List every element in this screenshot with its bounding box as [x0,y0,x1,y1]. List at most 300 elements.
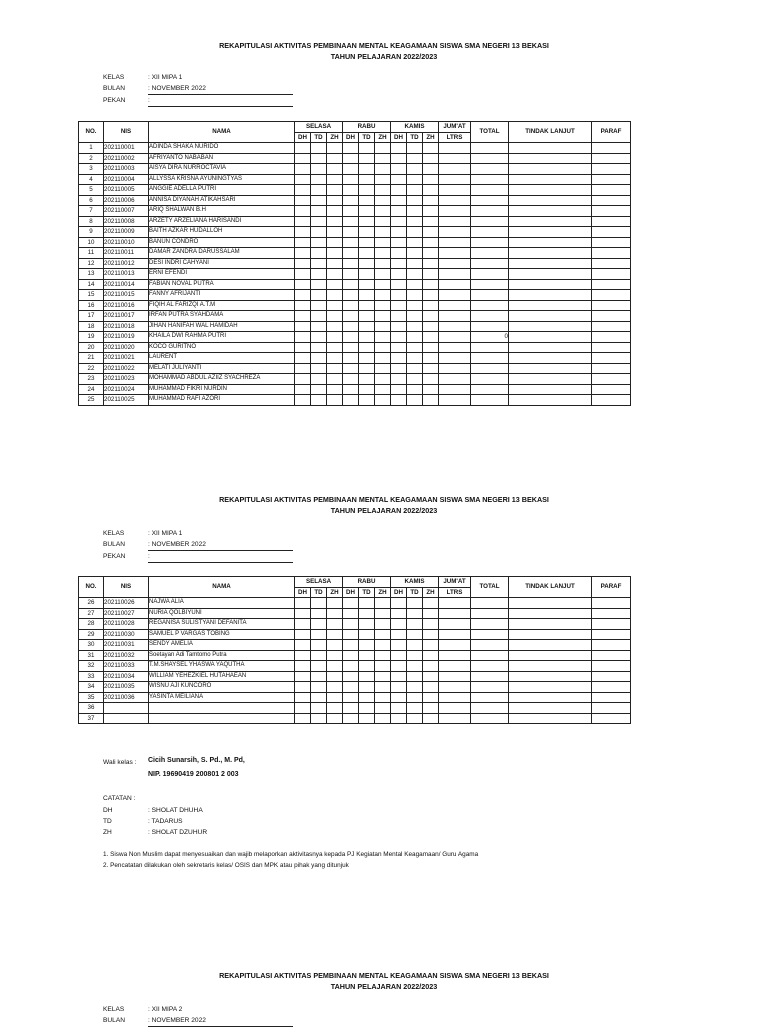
attendance-cell[interactable] [295,384,311,395]
attendance-cell[interactable] [327,374,343,385]
attendance-cell[interactable] [327,258,343,269]
attendance-cell[interactable] [391,153,407,164]
attendance-cell[interactable] [375,237,391,248]
attendance-cell[interactable] [423,384,439,395]
attendance-cell[interactable] [423,185,439,196]
attendance-cell[interactable] [311,671,327,682]
row-paraf[interactable] [592,395,631,406]
row-paraf[interactable] [592,300,631,311]
attendance-cell[interactable] [439,153,471,164]
attendance-cell[interactable] [327,237,343,248]
attendance-cell[interactable] [407,174,423,185]
attendance-cell[interactable] [391,311,407,322]
attendance-cell[interactable] [327,311,343,322]
attendance-cell[interactable] [407,650,423,661]
attendance-cell[interactable] [439,682,471,693]
attendance-cell[interactable] [327,671,343,682]
attendance-cell[interactable] [391,682,407,693]
attendance-cell[interactable] [359,384,375,395]
attendance-cell[interactable] [343,692,359,703]
attendance-cell[interactable] [311,311,327,322]
row-paraf[interactable] [592,374,631,385]
attendance-cell[interactable] [391,353,407,364]
attendance-cell[interactable] [407,290,423,301]
attendance-cell[interactable] [439,195,471,206]
row-tindak-lanjut[interactable] [509,248,592,259]
attendance-cell[interactable] [359,237,375,248]
attendance-cell[interactable] [439,342,471,353]
attendance-cell[interactable] [407,619,423,630]
attendance-cell[interactable] [407,269,423,280]
attendance-cell[interactable] [327,682,343,693]
attendance-cell[interactable] [327,206,343,217]
attendance-cell[interactable] [343,682,359,693]
attendance-cell[interactable] [375,661,391,672]
attendance-cell[interactable] [439,258,471,269]
attendance-cell[interactable] [423,164,439,175]
attendance-cell[interactable] [327,290,343,301]
attendance-cell[interactable] [423,363,439,374]
attendance-cell[interactable] [295,185,311,196]
attendance-cell[interactable] [407,384,423,395]
attendance-cell[interactable] [391,206,407,217]
attendance-cell[interactable] [311,290,327,301]
attendance-cell[interactable] [375,713,391,724]
attendance-cell[interactable] [359,269,375,280]
attendance-cell[interactable] [439,650,471,661]
attendance-cell[interactable] [359,629,375,640]
attendance-cell[interactable] [375,300,391,311]
row-tindak-lanjut[interactable] [509,682,592,693]
attendance-cell[interactable] [295,269,311,280]
attendance-cell[interactable] [423,300,439,311]
attendance-cell[interactable] [423,342,439,353]
attendance-cell[interactable] [359,248,375,259]
attendance-cell[interactable] [423,671,439,682]
attendance-cell[interactable] [439,332,471,343]
attendance-cell[interactable] [295,153,311,164]
attendance-cell[interactable] [439,353,471,364]
attendance-cell[interactable] [391,279,407,290]
attendance-cell[interactable] [423,227,439,238]
attendance-cell[interactable] [327,300,343,311]
attendance-cell[interactable] [295,661,311,672]
row-paraf[interactable] [592,598,631,609]
attendance-cell[interactable] [359,174,375,185]
attendance-cell[interactable] [375,311,391,322]
attendance-cell[interactable] [423,269,439,280]
row-paraf[interactable] [592,363,631,374]
attendance-cell[interactable] [407,195,423,206]
row-paraf[interactable] [592,164,631,175]
row-paraf[interactable] [592,269,631,280]
attendance-cell[interactable] [359,640,375,651]
attendance-cell[interactable] [359,619,375,630]
row-tindak-lanjut[interactable] [509,640,592,651]
attendance-cell[interactable] [311,598,327,609]
attendance-cell[interactable] [407,248,423,259]
attendance-cell[interactable] [439,692,471,703]
attendance-cell[interactable] [375,290,391,301]
attendance-cell[interactable] [375,269,391,280]
attendance-cell[interactable] [343,374,359,385]
attendance-cell[interactable] [295,290,311,301]
attendance-cell[interactable] [295,598,311,609]
row-tindak-lanjut[interactable] [509,332,592,343]
row-tindak-lanjut[interactable] [509,153,592,164]
attendance-cell[interactable] [359,279,375,290]
row-tindak-lanjut[interactable] [509,143,592,154]
attendance-cell[interactable] [311,608,327,619]
attendance-cell[interactable] [391,395,407,406]
attendance-cell[interactable] [343,279,359,290]
attendance-cell[interactable] [375,248,391,259]
row-tindak-lanjut[interactable] [509,650,592,661]
attendance-cell[interactable] [423,258,439,269]
attendance-cell[interactable] [359,216,375,227]
attendance-cell[interactable] [407,395,423,406]
attendance-cell[interactable] [327,153,343,164]
attendance-cell[interactable] [407,629,423,640]
row-tindak-lanjut[interactable] [509,713,592,724]
attendance-cell[interactable] [327,661,343,672]
attendance-cell[interactable] [439,164,471,175]
attendance-cell[interactable] [423,216,439,227]
attendance-cell[interactable] [327,185,343,196]
attendance-cell[interactable] [327,650,343,661]
attendance-cell[interactable] [343,227,359,238]
attendance-cell[interactable] [375,384,391,395]
attendance-cell[interactable] [375,342,391,353]
row-tindak-lanjut[interactable] [509,353,592,364]
attendance-cell[interactable] [359,332,375,343]
attendance-cell[interactable] [407,258,423,269]
attendance-cell[interactable] [311,713,327,724]
attendance-cell[interactable] [311,661,327,672]
row-paraf[interactable] [592,713,631,724]
attendance-cell[interactable] [439,619,471,630]
attendance-cell[interactable] [295,300,311,311]
attendance-cell[interactable] [375,206,391,217]
attendance-cell[interactable] [295,206,311,217]
attendance-cell[interactable] [295,311,311,322]
attendance-cell[interactable] [407,206,423,217]
attendance-cell[interactable] [407,216,423,227]
attendance-cell[interactable] [423,682,439,693]
attendance-cell[interactable] [375,321,391,332]
attendance-cell[interactable] [423,279,439,290]
attendance-cell[interactable] [439,216,471,227]
attendance-cell[interactable] [407,363,423,374]
attendance-cell[interactable] [343,629,359,640]
row-tindak-lanjut[interactable] [509,363,592,374]
attendance-cell[interactable] [359,206,375,217]
attendance-cell[interactable] [423,290,439,301]
attendance-cell[interactable] [407,164,423,175]
attendance-cell[interactable] [311,258,327,269]
attendance-cell[interactable] [423,237,439,248]
attendance-cell[interactable] [423,153,439,164]
attendance-cell[interactable] [359,185,375,196]
attendance-cell[interactable] [423,619,439,630]
attendance-cell[interactable] [327,619,343,630]
attendance-cell[interactable] [439,174,471,185]
attendance-cell[interactable] [311,237,327,248]
attendance-cell[interactable] [439,311,471,322]
attendance-cell[interactable] [407,661,423,672]
row-tindak-lanjut[interactable] [509,384,592,395]
row-paraf[interactable] [592,342,631,353]
attendance-cell[interactable] [343,713,359,724]
attendance-cell[interactable] [295,248,311,259]
attendance-cell[interactable] [327,164,343,175]
attendance-cell[interactable] [375,279,391,290]
row-tindak-lanjut[interactable] [509,629,592,640]
attendance-cell[interactable] [375,619,391,630]
attendance-cell[interactable] [439,185,471,196]
attendance-cell[interactable] [407,321,423,332]
attendance-cell[interactable] [343,143,359,154]
attendance-cell[interactable] [311,395,327,406]
attendance-cell[interactable] [343,185,359,196]
attendance-cell[interactable] [343,164,359,175]
attendance-cell[interactable] [295,332,311,343]
attendance-cell[interactable] [327,143,343,154]
attendance-cell[interactable] [391,237,407,248]
attendance-cell[interactable] [359,342,375,353]
attendance-cell[interactable] [311,703,327,714]
attendance-cell[interactable] [375,692,391,703]
attendance-cell[interactable] [311,164,327,175]
attendance-cell[interactable] [359,143,375,154]
attendance-cell[interactable] [343,703,359,714]
row-paraf[interactable] [592,185,631,196]
attendance-cell[interactable] [311,332,327,343]
attendance-cell[interactable] [343,206,359,217]
row-tindak-lanjut[interactable] [509,269,592,280]
row-tindak-lanjut[interactable] [509,671,592,682]
attendance-cell[interactable] [375,143,391,154]
attendance-cell[interactable] [343,598,359,609]
row-paraf[interactable] [592,671,631,682]
attendance-cell[interactable] [407,237,423,248]
attendance-cell[interactable] [391,374,407,385]
attendance-cell[interactable] [439,143,471,154]
attendance-cell[interactable] [343,237,359,248]
attendance-cell[interactable] [343,395,359,406]
attendance-cell[interactable] [439,395,471,406]
attendance-cell[interactable] [391,195,407,206]
row-paraf[interactable] [592,206,631,217]
attendance-cell[interactable] [343,608,359,619]
row-paraf[interactable] [592,227,631,238]
row-tindak-lanjut[interactable] [509,195,592,206]
attendance-cell[interactable] [343,248,359,259]
attendance-cell[interactable] [439,384,471,395]
row-tindak-lanjut[interactable] [509,608,592,619]
attendance-cell[interactable] [439,703,471,714]
attendance-cell[interactable] [343,321,359,332]
attendance-cell[interactable] [359,703,375,714]
attendance-cell[interactable] [391,640,407,651]
row-tindak-lanjut[interactable] [509,374,592,385]
attendance-cell[interactable] [359,153,375,164]
attendance-cell[interactable] [311,629,327,640]
attendance-cell[interactable] [439,279,471,290]
row-paraf[interactable] [592,384,631,395]
attendance-cell[interactable] [391,174,407,185]
attendance-cell[interactable] [311,227,327,238]
attendance-cell[interactable] [359,164,375,175]
row-tindak-lanjut[interactable] [509,692,592,703]
attendance-cell[interactable] [423,374,439,385]
attendance-cell[interactable] [295,682,311,693]
attendance-cell[interactable] [311,185,327,196]
attendance-cell[interactable] [375,153,391,164]
attendance-cell[interactable] [295,703,311,714]
attendance-cell[interactable] [423,195,439,206]
attendance-cell[interactable] [359,195,375,206]
attendance-cell[interactable] [391,692,407,703]
attendance-cell[interactable] [391,608,407,619]
attendance-cell[interactable] [311,248,327,259]
attendance-cell[interactable] [311,269,327,280]
row-tindak-lanjut[interactable] [509,703,592,714]
attendance-cell[interactable] [295,374,311,385]
row-tindak-lanjut[interactable] [509,279,592,290]
attendance-cell[interactable] [311,195,327,206]
attendance-cell[interactable] [439,671,471,682]
attendance-cell[interactable] [295,650,311,661]
row-paraf[interactable] [592,237,631,248]
row-paraf[interactable] [592,143,631,154]
attendance-cell[interactable] [359,300,375,311]
attendance-cell[interactable] [311,206,327,217]
attendance-cell[interactable] [327,629,343,640]
attendance-cell[interactable] [375,353,391,364]
attendance-cell[interactable] [343,640,359,651]
row-paraf[interactable] [592,248,631,259]
row-tindak-lanjut[interactable] [509,395,592,406]
row-paraf[interactable] [592,640,631,651]
attendance-cell[interactable] [311,353,327,364]
row-paraf[interactable] [592,650,631,661]
attendance-cell[interactable] [391,713,407,724]
attendance-cell[interactable] [375,629,391,640]
row-tindak-lanjut[interactable] [509,661,592,672]
attendance-cell[interactable] [407,671,423,682]
attendance-cell[interactable] [391,619,407,630]
attendance-cell[interactable] [359,661,375,672]
attendance-cell[interactable] [359,713,375,724]
attendance-cell[interactable] [423,248,439,259]
attendance-cell[interactable] [359,290,375,301]
row-paraf[interactable] [592,692,631,703]
attendance-cell[interactable] [407,703,423,714]
attendance-cell[interactable] [375,395,391,406]
row-paraf[interactable] [592,321,631,332]
attendance-cell[interactable] [391,185,407,196]
attendance-cell[interactable] [375,174,391,185]
row-tindak-lanjut[interactable] [509,300,592,311]
row-paraf[interactable] [592,682,631,693]
attendance-cell[interactable] [295,195,311,206]
attendance-cell[interactable] [391,598,407,609]
attendance-cell[interactable] [375,703,391,714]
row-paraf[interactable] [592,216,631,227]
attendance-cell[interactable] [423,143,439,154]
attendance-cell[interactable] [391,363,407,374]
attendance-cell[interactable] [327,353,343,364]
attendance-cell[interactable] [327,248,343,259]
attendance-cell[interactable] [295,353,311,364]
attendance-cell[interactable] [359,598,375,609]
attendance-cell[interactable] [359,682,375,693]
attendance-cell[interactable] [423,206,439,217]
attendance-cell[interactable] [407,598,423,609]
attendance-cell[interactable] [359,650,375,661]
attendance-cell[interactable] [375,671,391,682]
attendance-cell[interactable] [311,143,327,154]
attendance-cell[interactable] [343,269,359,280]
attendance-cell[interactable] [295,216,311,227]
attendance-cell[interactable] [375,258,391,269]
attendance-cell[interactable] [343,174,359,185]
row-tindak-lanjut[interactable] [509,311,592,322]
attendance-cell[interactable] [327,640,343,651]
attendance-cell[interactable] [439,227,471,238]
attendance-cell[interactable] [407,185,423,196]
attendance-cell[interactable] [375,682,391,693]
attendance-cell[interactable] [423,661,439,672]
attendance-cell[interactable] [423,640,439,651]
attendance-cell[interactable] [423,174,439,185]
attendance-cell[interactable] [295,279,311,290]
attendance-cell[interactable] [439,713,471,724]
row-tindak-lanjut[interactable] [509,185,592,196]
attendance-cell[interactable] [423,311,439,322]
row-paraf[interactable] [592,279,631,290]
attendance-cell[interactable] [407,682,423,693]
row-tindak-lanjut[interactable] [509,342,592,353]
attendance-cell[interactable] [423,321,439,332]
attendance-cell[interactable] [343,332,359,343]
attendance-cell[interactable] [343,363,359,374]
attendance-cell[interactable] [343,671,359,682]
attendance-cell[interactable] [407,713,423,724]
row-paraf[interactable] [592,353,631,364]
attendance-cell[interactable] [343,353,359,364]
attendance-cell[interactable] [359,311,375,322]
attendance-cell[interactable] [407,227,423,238]
attendance-cell[interactable] [359,374,375,385]
attendance-cell[interactable] [439,640,471,651]
attendance-cell[interactable] [295,395,311,406]
attendance-cell[interactable] [407,279,423,290]
attendance-cell[interactable] [327,321,343,332]
attendance-cell[interactable] [327,342,343,353]
attendance-cell[interactable] [359,608,375,619]
row-paraf[interactable] [592,629,631,640]
attendance-cell[interactable] [391,258,407,269]
attendance-cell[interactable] [343,290,359,301]
row-tindak-lanjut[interactable] [509,619,592,630]
attendance-cell[interactable] [439,608,471,619]
attendance-cell[interactable] [327,279,343,290]
attendance-cell[interactable] [327,269,343,280]
attendance-cell[interactable] [295,640,311,651]
attendance-cell[interactable] [327,363,343,374]
